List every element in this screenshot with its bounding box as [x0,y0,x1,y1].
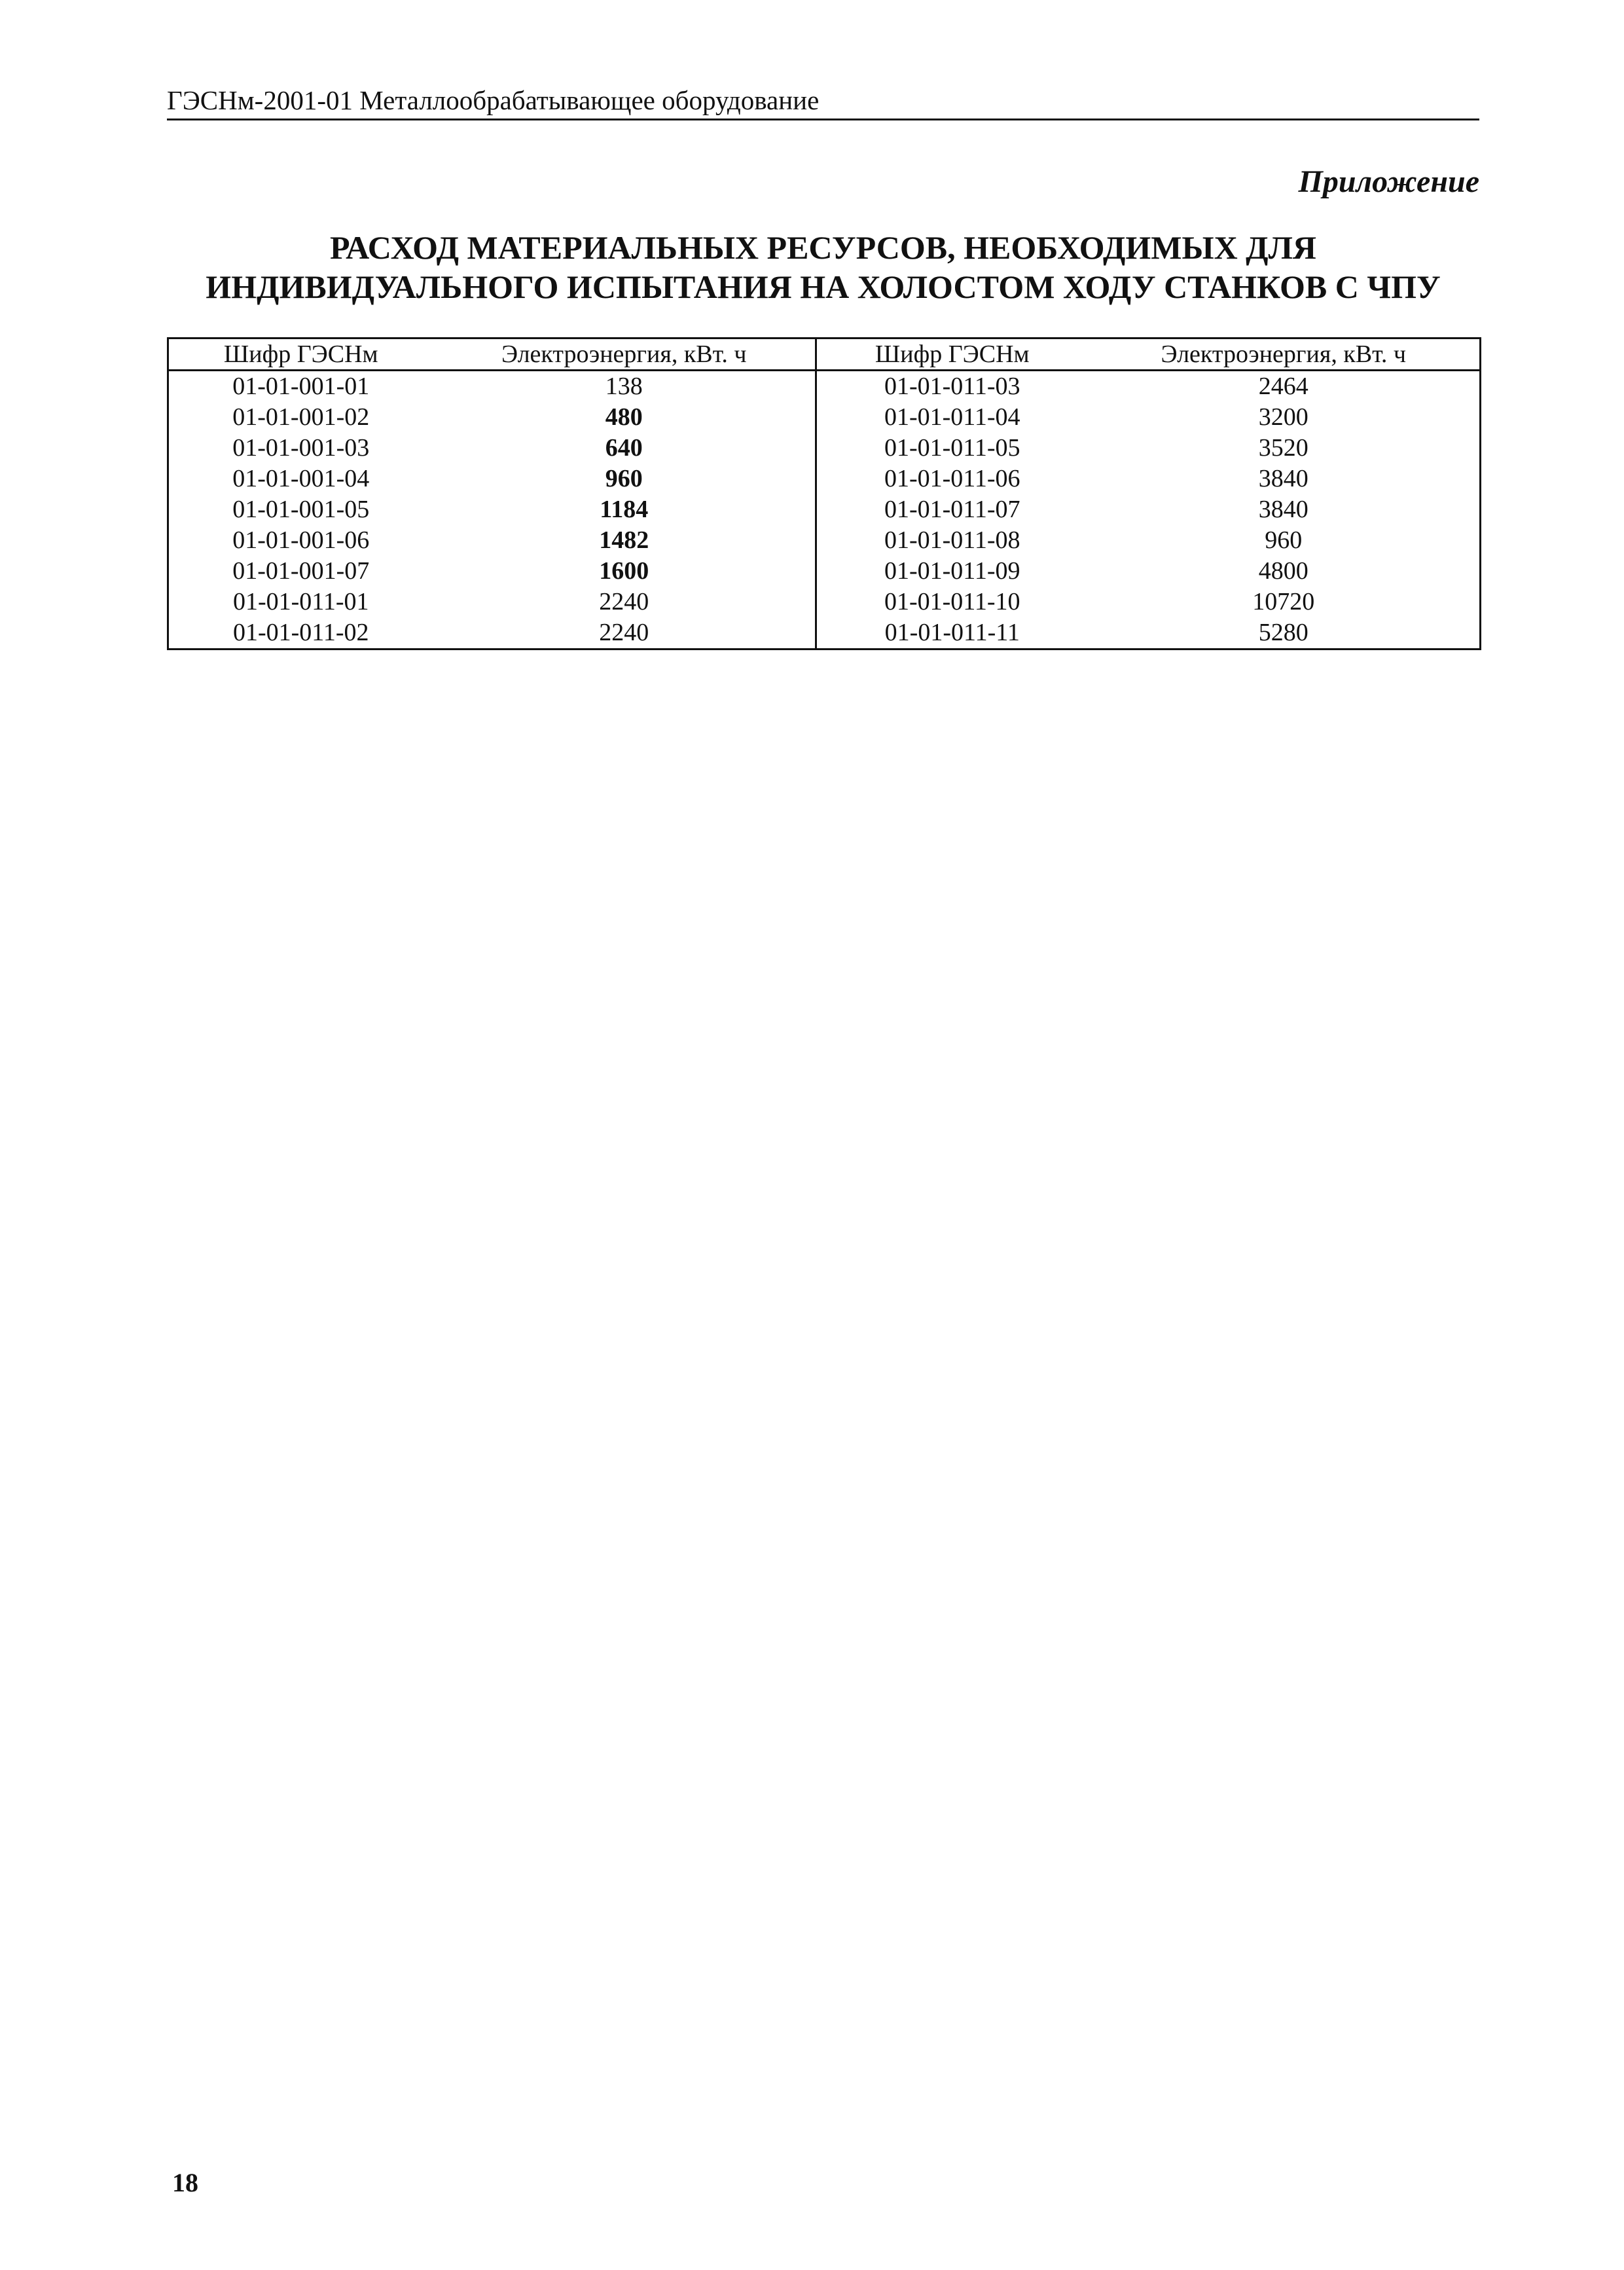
energy-right-cell: 5280 [1088,617,1481,650]
code-left-cell: 01-01-001-05 [168,494,433,525]
energy-right-cell: 3520 [1088,433,1481,464]
energy-right-cell: 3200 [1088,402,1481,433]
code-left-cell: 01-01-011-02 [168,617,433,650]
page-number: 18 [172,2168,198,2197]
code-right-cell: 01-01-011-10 [884,588,1020,615]
energy-consumption-table [167,337,1481,650]
table-header-row [168,339,1481,371]
header-energy-right: Электроэнергия, кВт. ч [1088,339,1481,371]
code-left-cell: 01-01-001-03 [168,433,433,464]
table-row [168,617,1481,650]
document-title-line-1: РАСХОД МАТЕРИАЛЬНЫХ РЕСУРСОВ, НЕОБХОДИМЫХ ДЛЯ [330,229,1316,266]
energy-left-cell: 640 [433,433,816,464]
code-left-cell: 01-01-001-06 [168,525,433,556]
code-right-cell: 01-01-011-09 [884,557,1020,585]
table-row [168,371,1481,403]
table-row [168,494,1481,525]
energy-left-cell: 480 [433,402,816,433]
code-left-cell: 01-01-001-02 [168,402,433,433]
code-right-cell: 01-01-011-06 [884,465,1020,492]
energy-left-cell: 2240 [433,617,816,650]
code-right-cell: 01-01-011-03 [884,373,1020,400]
energy-left-cell: 1600 [433,556,816,587]
energy-right-cell: 3840 [1088,494,1481,525]
energy-left-cell: 1184 [433,494,816,525]
code-right-cell: 01-01-011-08 [884,526,1020,554]
header-energy-left: Электроэнергия, кВт. ч [433,339,816,371]
code-right-cell: 01-01-011-04 [884,403,1020,431]
header-code-right: Шифр ГЭСНм [816,339,1088,371]
header-code-left: Шифр ГЭСНм [168,339,433,371]
code-left-cell: 01-01-011-01 [168,587,433,617]
table-row [168,433,1481,464]
document-title [167,228,1479,306]
energy-right-cell: 3840 [1088,464,1481,494]
energy-left-cell: 960 [433,464,816,494]
energy-right-cell: 2464 [1088,371,1481,403]
energy-left-cell: 1482 [433,525,816,556]
table-row [168,525,1481,556]
code-left-cell: 01-01-001-07 [168,556,433,587]
table-row [168,587,1481,617]
code-right-cell: 01-01-011-05 [884,434,1020,462]
document-title-line-2: ИНДИВИДУАЛЬНОГО ИСПЫТАНИЯ НА ХОЛОСТОМ ХОДУ СТАНКОВ С ЧПУ [206,268,1441,305]
appendix-label: Приложение [1298,164,1479,199]
energy-left-cell: 138 [433,371,816,403]
table-row [168,556,1481,587]
table-row [168,402,1481,433]
header-rule [167,119,1479,120]
code-left-cell: 01-01-001-01 [168,371,433,403]
energy-right-cell: 960 [1088,525,1481,556]
code-left-cell: 01-01-001-04 [168,464,433,494]
code-right-cell: 01-01-011-11 [816,617,1088,650]
energy-right-cell: 4800 [1088,556,1481,587]
table-row [168,464,1481,494]
energy-right-cell: 10720 [1088,587,1481,617]
running-header: ГЭСНм-2001-01 Металлообрабатывающее оборудование [167,85,820,115]
energy-left-cell: 2240 [433,587,816,617]
code-right-cell: 01-01-011-07 [884,496,1020,523]
